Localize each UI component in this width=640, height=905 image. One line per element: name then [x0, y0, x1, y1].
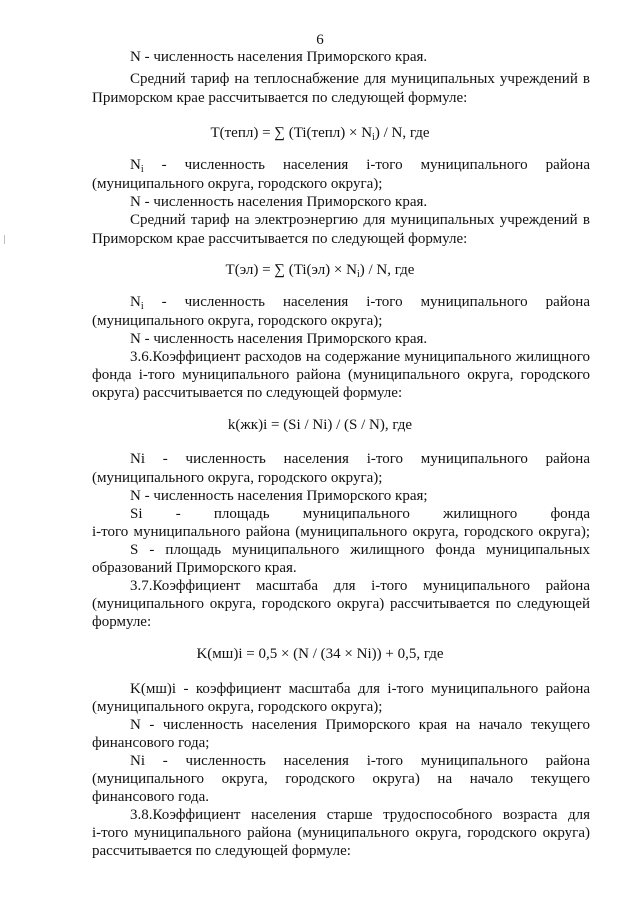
text-line: i-того муниципального района (муниципального округа, городского округа) — [92, 825, 590, 841]
text-line: 3.8.Коэффициент населения старше трудоспособного возраста для — [130, 807, 590, 823]
text-line: N - численность населения Приморского края. — [130, 49, 428, 65]
text-line: (муниципального округа, городского округа) на начало текущего — [92, 771, 590, 787]
text-line: формуле: — [92, 614, 152, 630]
text-line: N - численность населения Приморского края. — [130, 194, 428, 210]
text-line: (муниципального округа, городского округа); — [92, 470, 383, 486]
definition-line: $N_i$ - численность населения i-того муниципального района — [130, 294, 590, 312]
formula-electricity-tariff: T(эл) = ∑ $(Ti(эл) \times N_i) / N$, где — [225, 262, 415, 280]
text-line: i-того муниципального района (муниципального округа, городского округа); — [92, 524, 590, 540]
page-number: 6 — [316, 32, 324, 48]
text-line: Средний тариф на теплоснабжение для муниципальных учреждений в — [130, 71, 590, 87]
text-line: округа) рассчитывается по следующей формуле: — [92, 385, 403, 401]
text-line: 3.7.Коэффициент масштаба для i-того муниципального района — [130, 578, 590, 594]
text-line: N - численность населения Приморского края; — [130, 488, 428, 504]
scan-artifact — [4, 235, 5, 244]
definition-line: S - площадь муниципального жилищного фонда муниципальных — [130, 542, 590, 558]
text-line: 3.6.Коэффициент расходов на содержание муниципального жилищного — [130, 349, 590, 365]
formula-heat-tariff: T(тепл) = ∑ (Ti(тепл) × $N_i$) / N, где — [210, 125, 430, 143]
text-line: Средний тариф на электроэнергию для муниципальных учреждений в — [130, 212, 590, 228]
formula-housing-coefficient: k(жк)i = (Si / Ni) / (S / N), где — [227, 417, 413, 433]
text-line: фонда i-того муниципального района (муниципального округа, городского — [92, 367, 590, 383]
definition-line: Ni - численность населения i-того муниципального района — [130, 753, 590, 769]
definition-line: N - численность населения Приморского края на начало текущего — [130, 717, 590, 733]
definition-line: $N_i$ - численность населения i-того муниципального района — [130, 157, 590, 175]
text-line: Приморском крае рассчитывается по следующей формуле: — [92, 231, 468, 247]
text-line: образований Приморского края. — [92, 560, 297, 576]
text-line: N - численность населения Приморского края. — [130, 331, 428, 347]
text-line: Приморском крае рассчитывается по следующей формуле: — [92, 90, 468, 106]
text-line: (муниципального округа, городского округа); — [92, 313, 383, 329]
text-line: финансового года; — [92, 735, 210, 751]
definition-line: Si - площадь муниципального жилищного фонда — [130, 506, 590, 522]
text-line: (муниципального округа, городского округа); — [92, 176, 383, 192]
text-line: (муниципального округа, городского округа); — [92, 699, 383, 715]
definition-line: Ni - численность населения i-того муниципального района — [130, 451, 590, 467]
definition-line: K(мш)i - коэффициент масштаба для i-того муниципального района — [130, 681, 590, 697]
text-line: рассчитывается по следующей формуле: — [92, 843, 351, 859]
text-line: финансового года. — [92, 789, 210, 805]
formula-scale-coefficient: K(мш)i = 0,5 × (N / (34 × Ni)) + 0,5, где — [196, 646, 444, 662]
text-line: (муниципального округа, городского округа) рассчитывается по следующей — [92, 596, 590, 612]
